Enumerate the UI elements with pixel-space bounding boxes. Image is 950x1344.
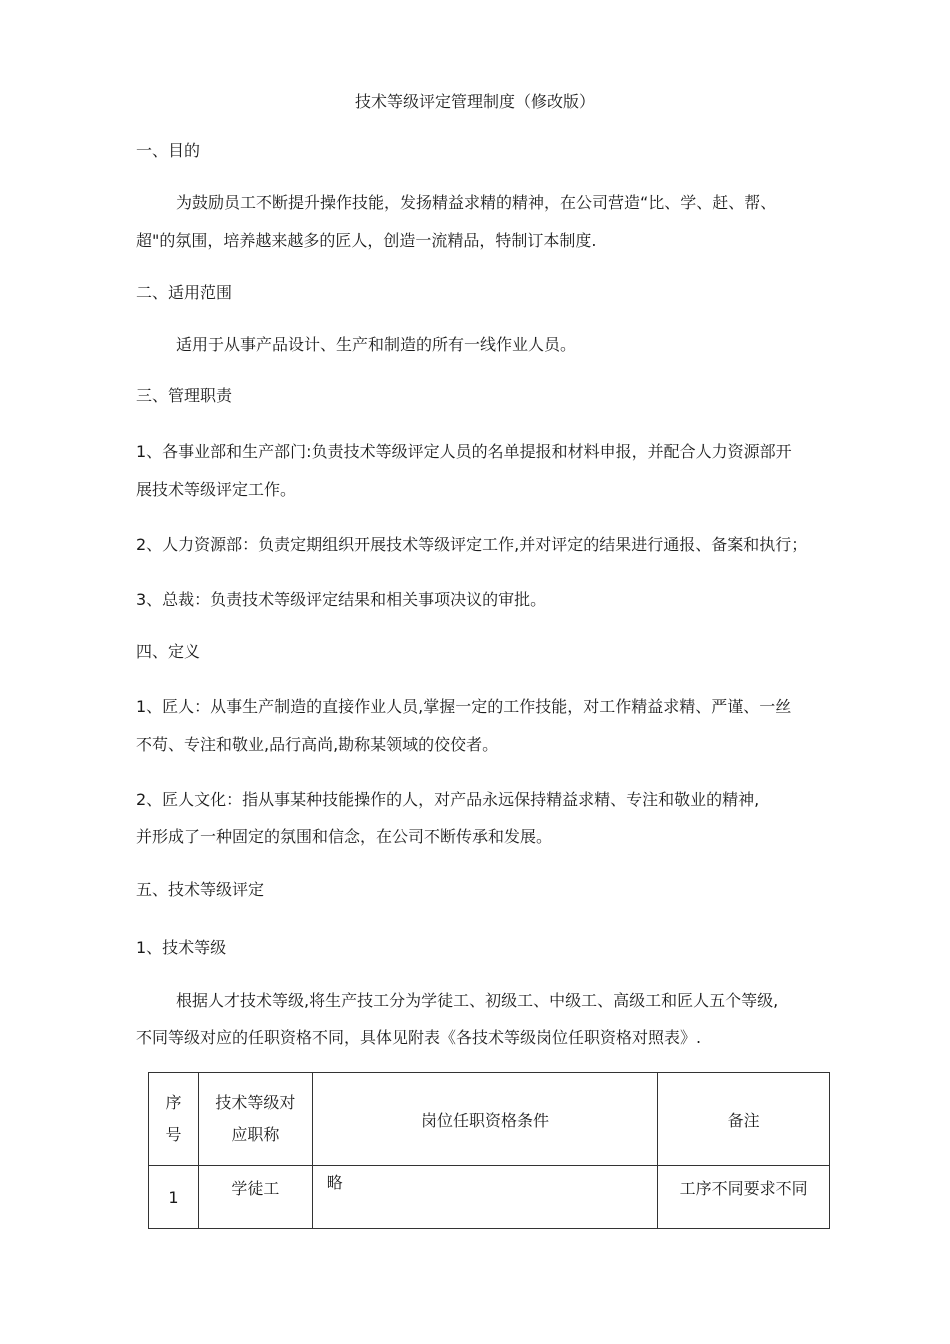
cell-remark: 工序不同要求不同 (658, 1166, 830, 1229)
levels-paragraph-line-2: 不同等级对应的任职资格不同，具体见附表《各技术等级岗位任职资格对照表》. (136, 1028, 702, 1047)
scope-paragraph: 适用于从事产品设计、生产和制造的所有一线作业人员。 (176, 335, 577, 354)
section-heading-responsibilities: 三、管理职责 (136, 386, 233, 405)
header-cell-conditions: 岗位任职资格条件 (312, 1073, 657, 1166)
header-level-line-1: 技术等级对 (215, 1093, 296, 1112)
table-row (149, 1166, 830, 1229)
cell-conditions: 略 (312, 1166, 657, 1229)
qualification-table (148, 1072, 830, 1229)
header-no-line-2: 号 (165, 1125, 182, 1144)
responsibility-item-2: 2、人力资源部：负责定期组织开展技术等级评定工作,并对评定的结果进行通报、备案和执行； (136, 535, 808, 554)
table-header-row (149, 1073, 830, 1166)
cell-level: 学徒工 (198, 1166, 312, 1229)
responsibility-item-1-line-2: 展技术等级评定工作。 (136, 480, 297, 499)
levels-paragraph-line-1: 根据人才技术等级,将生产技工分为学徒工、初级工、中级工、高级工和匠人五个等级, (176, 991, 779, 1010)
definition-item-1-line-1: 1、匠人：从事生产制造的直接作业人员,掌握一定的工作技能，对工作精益求精、严谨、一丝 (136, 697, 792, 716)
header-no-line-1: 序 (165, 1093, 182, 1112)
definition-item-2-line-2: 并形成了一种固定的氛围和信念，在公司不断传承和发展。 (136, 827, 553, 846)
section-heading-purpose: 一、目的 (136, 141, 201, 160)
section-heading-scope: 二、适用范围 (136, 283, 233, 302)
purpose-paragraph-line-1: 为鼓励员工不断提升操作技能，发扬精益求精的精神，在公司营造“比、学、赶、帮、 (176, 193, 777, 212)
section-heading-definitions: 四、定义 (136, 642, 201, 661)
subsection-heading-levels: 1、技术等级 (136, 938, 227, 957)
header-cell-remark: 备注 (658, 1073, 830, 1166)
section-heading-evaluation: 五、技术等级评定 (136, 880, 265, 899)
header-level-line-2: 应职称 (231, 1125, 280, 1144)
definition-item-2-line-1: 2、匠人文化：指从事某种技能操作的人，对产品永远保持精益求精、专注和敬业的精神, (136, 790, 760, 809)
header-cell-no (149, 1073, 199, 1166)
cell-no: 1 (149, 1166, 199, 1229)
responsibility-item-1-line-1: 1、各事业部和生产部门:负责技术等级评定人员的名单提报和材料申报，并配合人力资源部开 (136, 442, 792, 461)
header-cell-level (198, 1073, 312, 1166)
responsibility-item-3: 3、总裁：负责技术等级评定结果和相关事项决议的审批。 (136, 590, 547, 609)
document-title: 技术等级评定管理制度（修改版） (354, 92, 595, 111)
definition-item-1-line-2: 不苟、专注和敬业,品行高尚,勘称某领域的佼佼者。 (136, 735, 499, 754)
purpose-paragraph-line-2: 超"的氛围，培养越来越多的匠人，创造一流精品，特制订本制度. (136, 231, 597, 250)
